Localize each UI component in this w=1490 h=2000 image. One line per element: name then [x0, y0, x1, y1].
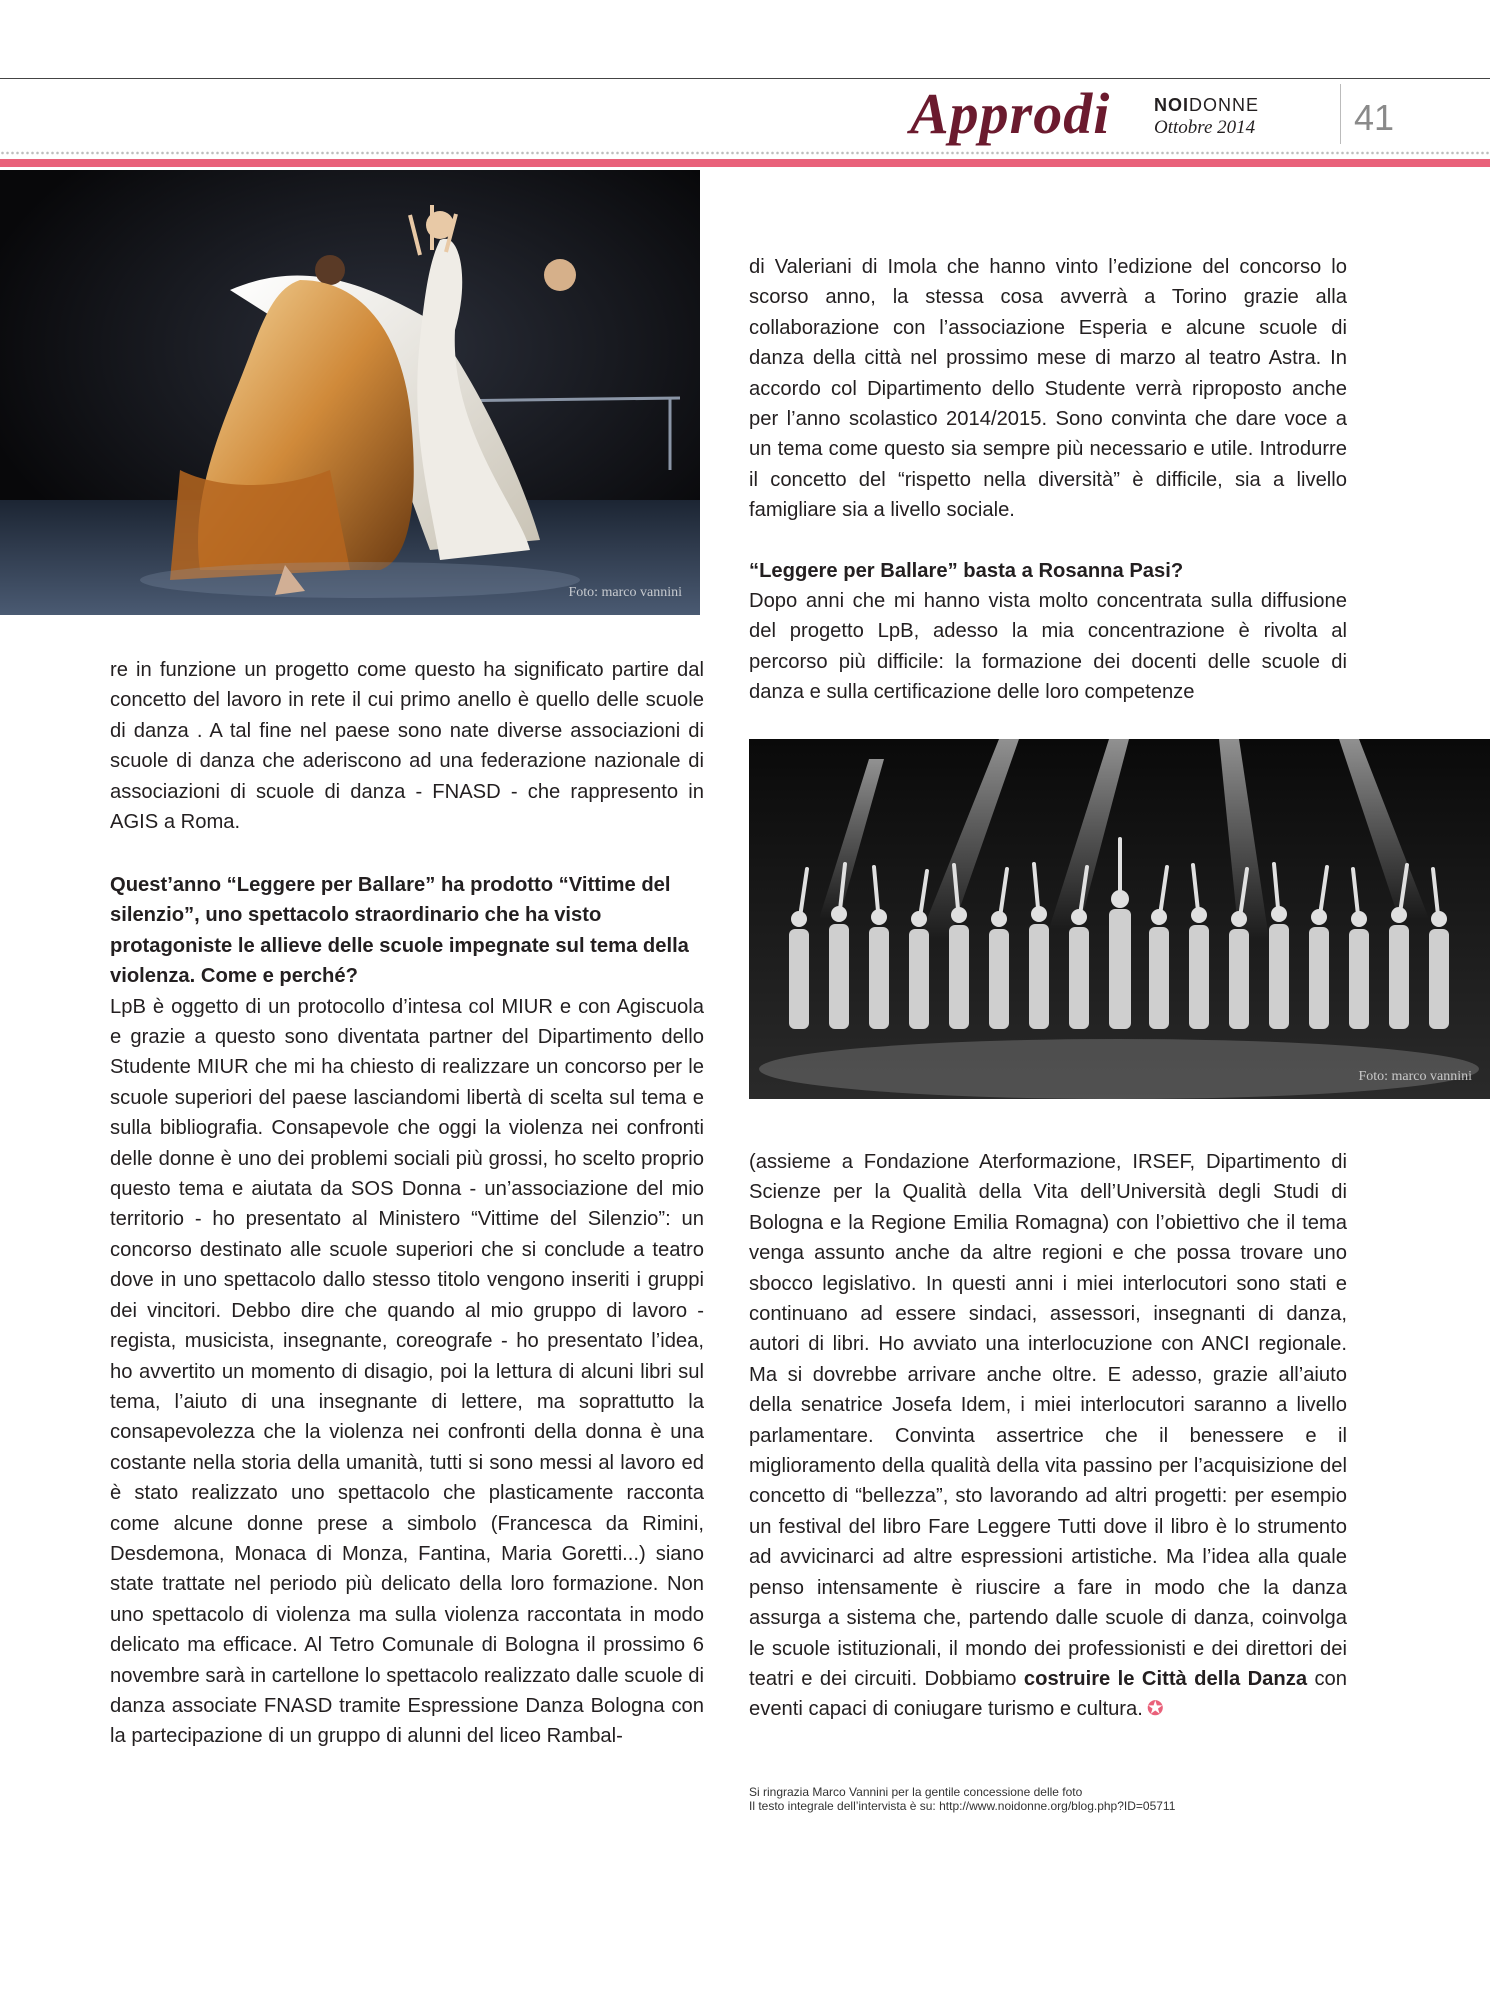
brand-bold: NOI	[1154, 95, 1190, 115]
answer-paragraph: LpB è oggetto di un protocollo d’intesa col MIUR e con Agiscuola e grazie a questo sono diventata partner del Dipartimento dello Studente MIUR che mi ha chiesto di realizzare un concorso per le scuole superiori del paese lasciandomi libertà di scelta sul tema e sulla bibliografia. Consapevole che oggi la violenza nei confronti delle donne è uno dei problemi sociali più grossi, ho scelto proprio questo tema e aiutata da SOS Donna - un’associazione del mio territorio - ho presentato al Ministero “Vittime del Silenzio”: un concorso destinato alle scuole superiori che si conclude a teatro dove in uno spettacolo dallo stesso titolo vengono inseriti i gruppi dei vincitori. Debbo dire che quando al mio gruppo di lavoro - regista, musicista, insegnante, coreografe - ho presentato l’idea, ho avvertito un momento di disagio, poi la lettura di alcuni libri sul tema, l’aiuto di una insegnante di lettere, ma soprattutto la consapevolezza che la violenza nei confronti della donna è una costante nella storia della umanità, tutti si sono messi al lavoro ed è stato realizzato uno spettacolo che plasticamente racconta come alcune donne prese a simbolo (Francesca da Rimini, Desdemona, Monaca di Monza, Fantina, Maria Goretti...) siano state trattate nel periodo più delicato della loro formazione. Non uno spettacolo di violenza ma sulla violenza raccontata in modo delicato ma efficace. Al Tetro Comunale di Bologna il prossimo 6 novembre sarà in cartellone lo spettacolo realizzato dalle scuole di danza associate FNASD tramite Espressione Danza Bologna con la partecipazione di un gruppo di alunni del liceo Rambal-	[110, 995, 704, 1748]
page-header	[0, 80, 1490, 155]
right-column-top	[749, 252, 1347, 708]
right-column-bottom	[749, 1147, 1347, 1725]
photo-credit-2: Foto: marco vannini	[1358, 1069, 1472, 1084]
page-number: 41	[1354, 97, 1395, 138]
answer-text: (assieme a Fondazione Aterformazione, IRSEF, Dipartimento di Scienze per la Qualità della Vita dell’Università degli Studi di Bologna e la Regione Emilia Romagna) con l’obiettivo che il tema venga assunto anche da altre regioni e che possa trovare uno sbocco legislativo. In questi anni i miei interlocutori sono stati e continuano ad essere sindaci, assessori, insegnanti di danza, autori di libri. Ho avviato una interlocuzione con ANCI regionale. Ma si dovrebbe arrivare anche oltre. E adesso, grazie all’aiuto della senatrice Josefa Idem, i miei interlocutori saranno a livello parlamentare. Convinta assertrice che il benessere e il miglioramento della qualità della vita passino per l’acquisizione del concetto di “bellezza”, sto lavorando ad altri progetti: per esempio un festival del libro Fare Leggere Tutti dove il libro è lo strumento ad avvicinarci ad altre espressioni artistiche. Ma l’idea alla quale penso intensamente è riuscire a fare in modo che la danza assurga a sistema che, partendo dalle scuole di danza, coinvolga le scuole istituzionali, il mondo dei professionisti e dei direttori dei teatri e dei circuiti. Dobbiamo	[749, 1151, 1347, 1690]
photo-credit: Foto: marco vannini	[568, 585, 682, 600]
issue-date: Ottobre 2014	[1154, 117, 1256, 138]
dancers-illustration	[0, 170, 700, 615]
ensemble-illustration	[749, 739, 1490, 1099]
intro-paragraph: re in funzione un progetto come questo ha significato partire dal concetto del lavoro in rete il cui primo anello è quello delle scuole di danza . A tal fine nel paese sono nate diverse associazioni di scuole di danza che aderiscono ad una federazione nazionale di associazioni di scuole di danza - FNASD - che rappresento in AGIS a Roma.	[110, 659, 704, 834]
highlight-phrase: costruire le Città della Danza	[1023, 1667, 1308, 1690]
dancers-photo	[0, 170, 700, 615]
footer-credits	[749, 1785, 1349, 1813]
magazine-brand	[1154, 96, 1259, 114]
accent-rule	[0, 159, 1490, 167]
header-divider	[1340, 84, 1341, 144]
paragraph-gap	[749, 526, 1347, 556]
dotted-rule	[0, 151, 1490, 155]
brand-rest: DONNE	[1189, 95, 1260, 115]
section-title: Approdi	[910, 81, 1111, 146]
answer-end: con eventi capaci di coniugare turismo e cultura.	[749, 1667, 1348, 1721]
end-mark-icon: ✪	[1146, 1698, 1164, 1721]
continuation-paragraph: di Valeriani di Imola che hanno vinto l’edizione del concorso lo scorso anno, la stessa cosa avverrà a Torino grazie alla collaborazione con l’associazione Esperia e alcune scuole di danza della città nel prossimo mese di marzo al teatro Astra. In accordo col Dipartimento dello Studente verrà riproposto anche per l’anno scolastico 2014/2015. Sono convinta che dare voce a un tema come questo sia sempre più necessario e utile. Introdurre il concetto del “rispetto nella diversità” è difficile, sia a livello famigliare sia a livello sociale.	[749, 256, 1347, 522]
interview-link[interactable]: Il testo integrale dell’intervista è su: http://www.noidonne.org/blog.php?ID=05711	[749, 1799, 1176, 1813]
answer-paragraph-2a: Dopo anni che mi hanno vista molto concentrata sulla diffusione del progetto LpB, adesso la mia concentrazione è rivolta al percorso più difficile: la formazione dei docenti delle scuole di danza e sulla certificazione delle loro competenze	[749, 590, 1347, 704]
left-column-interview	[110, 870, 704, 1752]
photo-thanks: Si ringrazia Marco Vannini per la gentile concessione delle foto	[749, 1785, 1083, 1799]
ensemble-photo	[749, 739, 1490, 1099]
top-rule	[0, 78, 1490, 79]
answer-paragraph-2b	[749, 1147, 1347, 1725]
left-column-intro	[110, 655, 704, 837]
question-heading: Quest’anno “Leggere per Ballare” ha prodotto “Vittime del silenzio”, uno spettacolo straordinario che ha visto protagoniste le allieve delle scuole impegnate sul tema della violenza. Come e perché?	[110, 874, 689, 988]
question-heading-2: “Leggere per Ballare” basta a Rosanna Pasi?	[749, 559, 1184, 582]
